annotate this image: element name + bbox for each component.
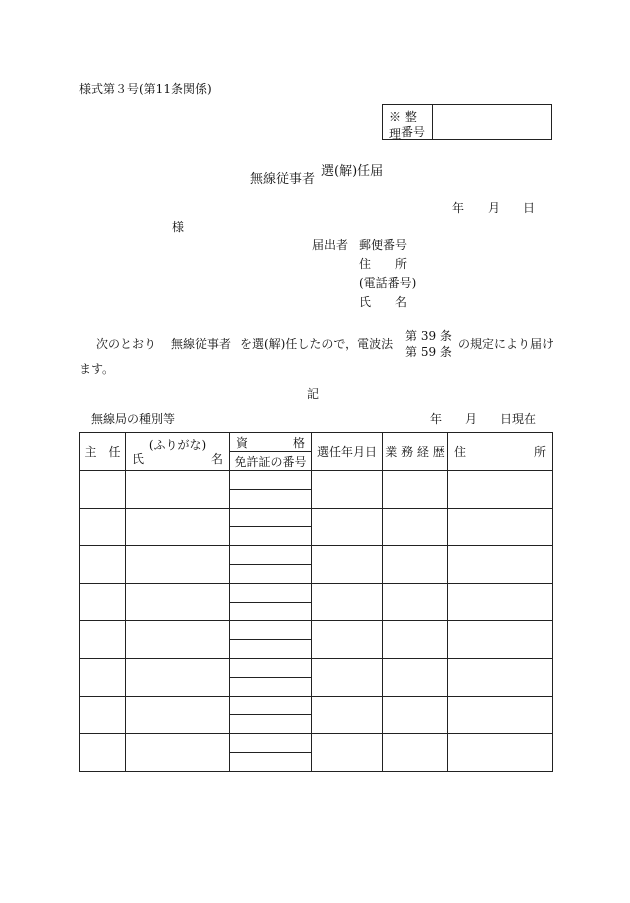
asof-year: 年 (430, 412, 443, 426)
cell-career[interactable] (383, 508, 448, 546)
cell-license-number[interactable] (230, 677, 312, 696)
cell-shunin[interactable] (80, 583, 126, 621)
cell-career[interactable] (383, 658, 448, 696)
table-row (80, 583, 553, 602)
cell-license-number[interactable] (230, 752, 312, 771)
cell-appointment-date[interactable] (312, 583, 383, 621)
registration-number-box (382, 104, 552, 140)
cell-career[interactable] (383, 734, 448, 772)
col-header-license-number: 免許証の番号 (230, 452, 312, 471)
ki-label: 記 (307, 387, 320, 401)
cell-appointment-date[interactable] (312, 696, 383, 734)
cell-name[interactable] (126, 583, 230, 621)
cell-name[interactable] (126, 621, 230, 659)
table-row (80, 508, 553, 527)
registration-label-line1: ※ 整 理 (389, 110, 417, 141)
name-left-char: 氏 (132, 451, 145, 466)
cell-shunin[interactable] (80, 658, 126, 696)
cell-license-number[interactable] (230, 527, 312, 546)
cell-name[interactable] (126, 546, 230, 584)
cell-license-number[interactable] (230, 640, 312, 659)
title-part2: 選(解)任届 (321, 164, 384, 179)
col-header-shikaku (230, 433, 312, 452)
cell-address[interactable] (448, 471, 553, 509)
col-header-appointment-date: 選任年月日 (312, 433, 383, 471)
body-part4: の規定により届け (458, 337, 555, 351)
body-part5: ます。 (79, 362, 115, 376)
phone-label: (電話番号) (359, 276, 417, 290)
date-year: 年 (452, 201, 465, 215)
cell-qualification[interactable] (230, 471, 312, 490)
cell-license-number[interactable] (230, 715, 312, 734)
address-left-char: 住 (454, 445, 467, 459)
cell-appointment-date[interactable] (312, 658, 383, 696)
cell-shunin[interactable] (80, 621, 126, 659)
cell-license-number[interactable] (230, 564, 312, 583)
shikaku-left-char: 資 (236, 435, 249, 450)
cell-address[interactable] (448, 508, 553, 546)
cell-address[interactable] (448, 546, 553, 584)
registration-number-label-cell (383, 105, 433, 139)
postal-code-label: 郵便番号 (359, 238, 408, 252)
applicant-label: 届出者 (312, 238, 349, 252)
table-row (80, 471, 553, 490)
table-row (80, 658, 553, 677)
table-row (80, 546, 553, 565)
cell-qualification[interactable] (230, 546, 312, 565)
cell-license-number[interactable] (230, 602, 312, 621)
cell-shunin[interactable] (80, 471, 126, 509)
cell-qualification[interactable] (230, 508, 312, 527)
cell-appointment-date[interactable] (312, 734, 383, 772)
cell-qualification[interactable] (230, 583, 312, 602)
body-part2: 無線従事者 (171, 337, 232, 351)
cell-career[interactable] (383, 696, 448, 734)
col-header-career: 業 務 経 歴 (383, 433, 448, 471)
date-month: 月 (488, 201, 501, 215)
cell-address[interactable] (448, 621, 553, 659)
table-row (80, 734, 553, 753)
cell-appointment-date[interactable] (312, 621, 383, 659)
cell-name[interactable] (126, 696, 230, 734)
cell-qualification[interactable] (230, 734, 312, 753)
cell-qualification[interactable] (230, 658, 312, 677)
date-day: 日 (523, 201, 536, 215)
article-59: 第 59 条 (405, 345, 452, 359)
cell-name[interactable] (126, 471, 230, 509)
asof-day: 日現在 (500, 412, 537, 426)
cell-name[interactable] (126, 734, 230, 772)
cell-name[interactable] (126, 508, 230, 546)
body-part3: を選(解)任したので，電波法 (240, 337, 394, 351)
registration-label-line2: 番号 (401, 125, 426, 139)
station-type-label: 無線局の種別等 (91, 412, 176, 426)
address-right-char: 所 (533, 445, 546, 459)
address-label: 住 所 (359, 257, 408, 271)
form-number-label: 様式第３号(第11条関係) (79, 82, 212, 96)
cell-license-number[interactable] (230, 489, 312, 508)
cell-shunin[interactable] (80, 696, 126, 734)
cell-appointment-date[interactable] (312, 508, 383, 546)
col-header-shunin: 主 任 (80, 433, 126, 471)
furigana-label: (ふりがな) (148, 437, 207, 452)
cell-career[interactable] (383, 546, 448, 584)
addressee-suffix: 様 (172, 220, 185, 234)
asof-month: 月 (465, 412, 478, 426)
name-label: 氏 名 (359, 295, 408, 309)
cell-career[interactable] (383, 471, 448, 509)
table-row (80, 621, 553, 640)
cell-shunin[interactable] (80, 734, 126, 772)
cell-address[interactable] (448, 658, 553, 696)
cell-name[interactable] (126, 658, 230, 696)
cell-address[interactable] (448, 734, 553, 772)
cell-address[interactable] (448, 696, 553, 734)
col-header-name (126, 433, 230, 471)
cell-qualification[interactable] (230, 621, 312, 640)
cell-qualification[interactable] (230, 696, 312, 715)
article-39: 第 39 条 (405, 329, 452, 343)
cell-appointment-date[interactable] (312, 471, 383, 509)
shikaku-right-char: 格 (292, 435, 305, 450)
cell-career[interactable] (383, 583, 448, 621)
cell-career[interactable] (383, 621, 448, 659)
licensee-table (79, 432, 553, 772)
cell-shunin[interactable] (80, 546, 126, 584)
body-part1: 次のとおり (96, 337, 157, 351)
cell-appointment-date[interactable] (312, 546, 383, 584)
name-right-char: 名 (210, 451, 223, 466)
cell-shunin[interactable] (80, 508, 126, 546)
cell-address[interactable] (448, 583, 553, 621)
title-part1: 無線従事者 (250, 172, 316, 187)
table-row (80, 696, 553, 715)
col-header-address (448, 433, 553, 471)
